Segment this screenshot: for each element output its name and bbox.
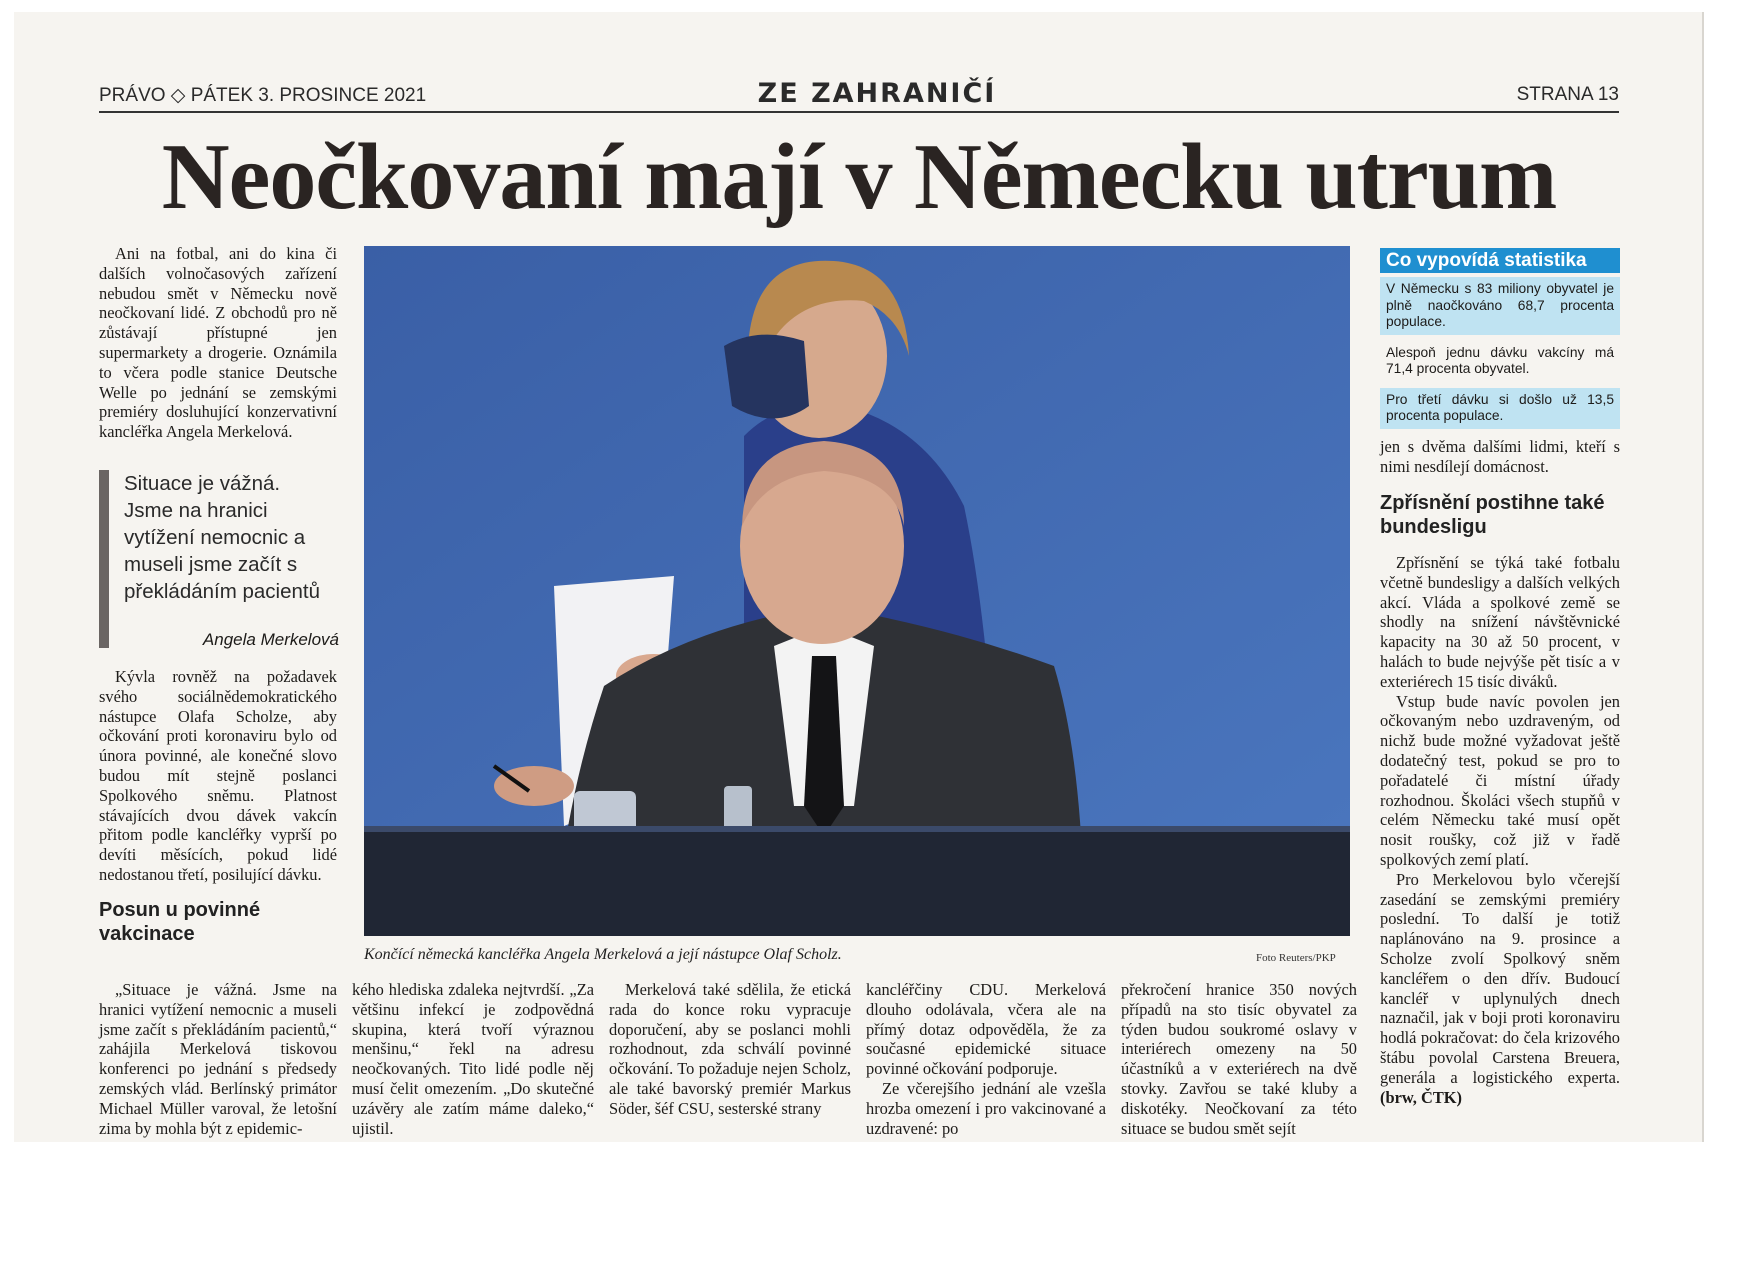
paragraph: Zpřísnění se týká také fotbalu včetně bundesligy a dalších velkých akcí. Vláda a spolkové země se shodly na snížení návštěvnické kapacity na 30 až 50 procent, v halách to bude nejvýše pět tisíc a v exteriérech 15 tisíc diváků. [1380,553,1620,691]
bottom-column-5 [1121,980,1357,1138]
page-number: STRANA 13 [1516,84,1619,105]
photo-caption: Končící německá kancléřka Angela Merkelová a její nástupce Olaf Scholz. [364,946,842,963]
headline: Neočkovaní mají v Německu utrum [161,125,1557,229]
pull-quote [99,470,339,648]
masthead-date: PRÁVO ◇ PÁTEK 3. PROSINCE 2021 [99,85,427,106]
sidebar-title: Co vypovídá statistika [1380,248,1620,273]
news-photo [364,246,1350,936]
lead-text: Ani na fotbal, ani do kina či dalších volnočasových zařízení nebudou smět v Německu nově neočkovaní lidé. Z obchodů pro ně zůstávají přístupné jen supermarkety a drogerie. Oznámila to včera podle stanice Deutsche Welle po jednání se zemskými premiéry dosluhující konzervativní kancléřka Angela Merkelová. [99,244,337,442]
bottom-column-3 [609,980,851,1119]
author-signature: (brw, ČTK) [1380,1087,1462,1107]
bottom-column-2 [352,980,594,1138]
sidebar-item: Alespoň jednu dávku vakcíny má 71,4 procenta obyvatel. [1386,344,1614,376]
bottom-column-4 [866,980,1106,1138]
sidebar-item: V Německu s 83 miliony obyvatel je plně naočkováno 68,7 procenta populace. [1380,277,1620,335]
paragraph: Ze včerejšího jednání ale vzešla hrozba omezení i pro vakcinované a uzdravené: po [866,1078,1106,1138]
paragraph: „Situace je vážná. Jsme na hranici vytížení nemocnic a museli jsme začít s překládáním pacientů,“ zahájila Merkelová tiskovou konferenci po jednání s předsedy zemských vlád. Berlínský primátor Michael Müller varoval, že letošní zima by mohla být z epidemic- [99,980,337,1138]
subheading-vaccination: Posun u povinné vakcinace [99,899,261,945]
quote-author: Angela Merkelová [202,630,339,649]
section-title: ZE ZAHRANIČÍ [757,78,997,109]
photo-illustration [364,246,1350,936]
right-column [1380,553,1620,1107]
lead-paragraph [99,244,337,442]
quote-bar [99,470,109,648]
photo-credit: Foto Reuters/PKP [1256,952,1336,964]
header-rule [99,111,1619,113]
right-column-continuation [1380,437,1620,477]
page-edge [1702,12,1704,1142]
paragraph: překročení hranice 350 nových případů na sto tisíc obyvatel za týden budou soukromé oslavy v interiérech omezeny na 50 účastníků a v exteriérech na dvě stovky. Zavřou se také kluby a diskotéky. Neočkovaní za této situace se budou smět sejít [1121,980,1357,1138]
paragraph: kancléřčiny CDU. Merkelová dlouho odolávala, včera ale na přímý dotaz odpověděla, že za současné epidemické situace povinné očkování podporuje. [866,980,1106,1079]
subheading-bundesliga: Zpřísnění postihne také bundesligu [1380,492,1605,538]
paragraph: Merkelová také sdělila, že etická rada do konce roku vypracuje doporučení, aby se poslanci mohli rozhodnout, zda schválí povinné očkování. To požaduje nejen Scholz, ale také bavorský premiér Markus Söder, šéf CSU, sesterské strany [609,980,851,1118]
paragraph-text: Pro Merkelovou bylo včerejší zasedání se zemskými premiéry poslední. To další je totiž naplánováno na 9. prosince a Scholze zvolí Spolkový sněm kancléřem o den dřív. Budoucí kancléř v uplynulých dnech naznačil, jak v boji proti koronaviru hodlá pokračovat: do čela krizového štábu povolal Carstena Breuera, generála a logistického experta. [1380,869,1620,1087]
quote-text: Situace je vážná. Jsme na hranici vytížení nemocnic a museli jsme začít s překládáním pacientů [124,472,321,603]
paragraph: kého hlediska zdaleka nejtvrdší. „Za většinu infekcí je zodpovědná skupina, která tvoří výraznou menšinu,“ řekl na adresu neočkovaných. Tito lidé podle něj musí čelit omezením. „Do skutečné uzávěry ale zatím máme daleko,“ ujistil. [352,980,594,1138]
statistics-sidebar [1380,248,1620,429]
paragraph [1380,870,1620,1108]
bottom-column-1 [99,980,337,1138]
sidebar-item: Pro třetí dávku si došlo už 13,5 procenta populace. [1380,388,1620,429]
paragraph: Vstup bude navíc povolen jen očkovaným nebo uzdraveným, od nichž bude možné vyžadovat ještě dodatečný test, pokud se pro to pořadatelé či místní úřady rozhodnou. Školáci všech stupňů v celém Německu také musí opět nosit roušky, což již v řadě spolkových zemí platí. [1380,691,1620,869]
paragraph: Kývla rovněž na požadavek svého sociálnědemokratického nástupce Olafa Scholze, aby očkování proti koronaviru bylo od února povinné, ale konečné slovo budou mít stejně poslanci Spolkového sněmu. Platnost stávajících dvou dávek vakcín přitom podle kancléřky vyprší po devíti měsících, pokud lidé nedostanou třetí, posilující dávku. [99,667,337,884]
article-column-1 [99,667,337,885]
paragraph: jen s dvěma dalšími lidmi, kteří s nimi nesdílejí domácnost. [1380,437,1620,476]
